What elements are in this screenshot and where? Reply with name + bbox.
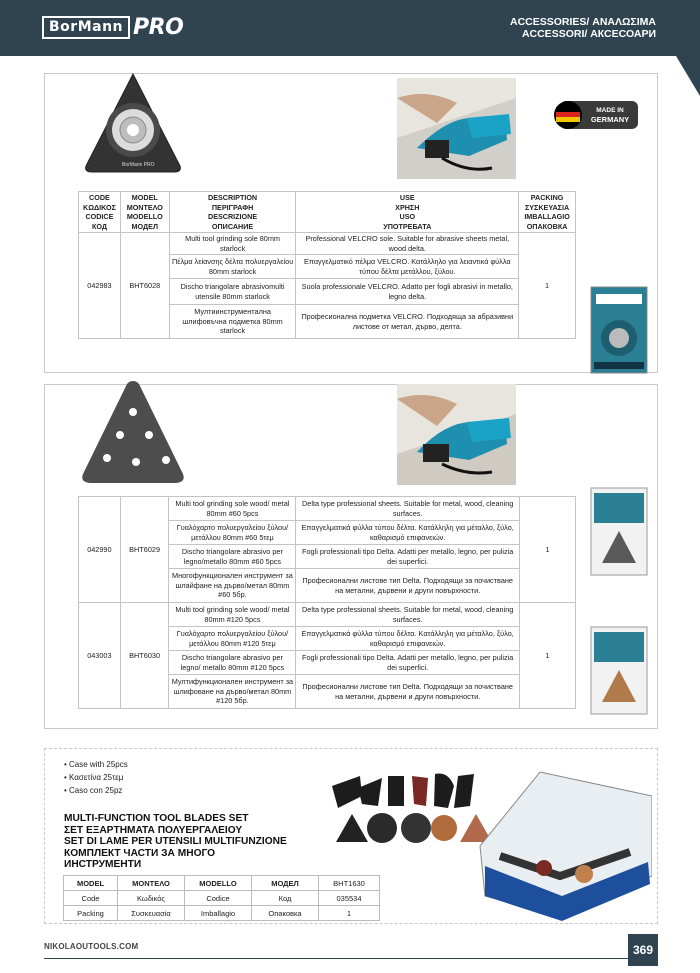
description-bg: Мултиинструментална шлифовъчна подметка 80mm starlock bbox=[169, 305, 296, 339]
use-it: Fogli professionali tipo Delta. Adatti per metallo, legno, per pulizia dei superfici. bbox=[296, 651, 520, 675]
table-row bbox=[79, 233, 576, 255]
product-code: 043003 bbox=[79, 603, 121, 709]
use-gr: Επαγγελματικό πέλμα VELCRO. Κατάλληλο για λειαντικά φύλλα τύπου δέλτα μετάλλου, ξύλου. bbox=[296, 255, 519, 279]
use-bg: Професионална подметка VELCRO. Подходяща за абразивни листове от метал, дърво, делта. bbox=[296, 305, 519, 339]
header-model: MODEL ΜΟΝΤΕΛΟ MODELLO МОДЕЛ bbox=[120, 192, 169, 233]
header-use: USE ΧΡΗΣΗ USO УПОТРЕБАТА bbox=[296, 192, 519, 233]
product-packing: 1 bbox=[519, 233, 576, 339]
packaging-photo-1 bbox=[590, 286, 648, 374]
packaging-photo-3 bbox=[590, 626, 648, 715]
set-bullet-list bbox=[64, 758, 128, 797]
set-title: MULTI-FUNCTION TOOL BLADES SET ΣΕΤ ΕΞΑΡΤΗΜΑΤΑ ΠΟΛΥΕΡΓΑΛΕΙΟΥ SET DI LAME PER UTENSILI MULTIFUNZIONE КОМПЛЕКТ ЧАСТИ ЗА МНОГО ИНСТРУМЕНТИ bbox=[64, 813, 287, 870]
product-packing: 1 bbox=[519, 497, 575, 603]
table-header-row bbox=[79, 192, 576, 233]
page-number: 369 bbox=[628, 934, 658, 966]
description-it: Dischо triangolare abrasivo per legno/metallo 80mm #60 5pcs bbox=[169, 545, 296, 569]
product-model: BHT6029 bbox=[120, 497, 169, 603]
header-packing: PACKING ΣΥΣΚΕΥΑΣΙΑ IMBALLAGIO ОПАКОВКА bbox=[519, 192, 576, 233]
product-table-2 bbox=[78, 496, 576, 709]
packaging-photo-2 bbox=[590, 487, 648, 576]
use-en: Delta type professional sheets. Suitable for metal, wood, cleaning surfaces. bbox=[296, 497, 520, 521]
description-it: Dischо triangolare abrasivo per legno/ metallo 80mm #120 5pcs bbox=[169, 651, 296, 675]
use-it: Suola professionale VELCRO. Adatto per fogli abrasivi in metallo, legno delta. bbox=[296, 279, 519, 305]
sanding-sheet-image bbox=[78, 378, 188, 490]
header-description: DESCRIPTION ΠΕΡΙΓΡΑΦΗ DESCRIZIONE ОПИСАНИЕ bbox=[169, 192, 296, 233]
tool-photo-2 bbox=[397, 384, 516, 485]
table-row: Code Κωδικός Codice Код 035534 bbox=[64, 891, 380, 906]
made-in-germany-badge bbox=[552, 98, 640, 133]
description-gr: Γυαλόχαρτο πολυεργαλείου ξύλου/ μετάλλου 80mm #120 5τεμ bbox=[169, 627, 296, 651]
brand-suffix: PRO bbox=[133, 14, 184, 40]
use-gr: Επαγγελματικά φύλλα τύπου δέλτα. Κατάλληλη για μέταλλο, ξύλο, καθαρισμό επιφανειών. bbox=[296, 627, 520, 651]
description-gr: Πέλμα λείανσης δέλτα πολυεργαλείου 80mm starlock bbox=[169, 255, 296, 279]
product-table-1 bbox=[78, 191, 576, 339]
description-gr: Γυαλόχαρτο πολυεργαλείου ξύλου/ μετάλλου 80mm #60 5τεμ bbox=[169, 521, 296, 545]
product-model: BHT6030 bbox=[120, 603, 169, 709]
bullet-item: • Case with 25pcs bbox=[64, 760, 128, 769]
tool-photo-1 bbox=[397, 78, 516, 179]
bullet-item: • Κασετίνα 25τεμ bbox=[64, 773, 124, 782]
starlock-sole-image bbox=[78, 68, 188, 180]
header-corner-decoration bbox=[676, 56, 700, 96]
use-bg: Професионални листове тип Delta. Подходящи за почистване на метални, дървени и други повърхности. bbox=[296, 675, 520, 709]
use-gr: Επαγγελματικά φύλλα τύπου δέλτα. Κατάλληλη για μέταλλο, ξύλο, καθαρισμό επιφανειών. bbox=[296, 521, 520, 545]
description-bg: Мултифункционален инструмент за шлифоване на дърво/метал 80mm #120 5бр. bbox=[169, 675, 296, 709]
category-line-2: ACCESSORI/ АКСЕСОАРИ bbox=[521, 28, 656, 40]
badge-text-2: GERMANY bbox=[590, 115, 630, 124]
product-code: 042983 bbox=[79, 233, 121, 339]
use-bg: Професионални листове тип Delta. Подходящи за почистване на метални, дървени и други повърхности. bbox=[296, 569, 520, 603]
category-line-1: ACCESSORIES/ ΑΝΑΛΩΣΙΜΑ bbox=[510, 16, 656, 28]
product-model: BHT6028 bbox=[120, 233, 169, 339]
brand-logo bbox=[42, 15, 183, 39]
brand-name: BorMann bbox=[42, 16, 130, 39]
table-row bbox=[79, 497, 576, 521]
product-code: 042990 bbox=[79, 497, 121, 603]
use-en: Delta type professional sheets. Suitable for metal, wood, cleaning surfaces. bbox=[296, 603, 520, 627]
table-row: Packing Συσκευασία Imballagio Опаковка 1 bbox=[64, 906, 380, 921]
table-row: MODEL ΜΟΝΤΕΛΟ MODELLO МОДЕЛ BHT1630 bbox=[64, 876, 380, 891]
product-packing: 1 bbox=[519, 603, 575, 709]
category-heading bbox=[510, 16, 656, 40]
description-en: Multi tool grinding sole wood/ metal 80mm #120 5pcs bbox=[169, 603, 296, 627]
description-en: Multi tool grinding sole 80mm starlock bbox=[169, 233, 296, 255]
use-it: Fogli professionali tipo Delta. Adatti per metallo, legno, per pulizia dei superfici. bbox=[296, 545, 520, 569]
blades-set-image bbox=[330, 766, 652, 926]
use-en: Professional VELCRO sole. Suitable for abrasive sheets metal, wood delta. bbox=[296, 233, 519, 255]
table-row bbox=[79, 603, 576, 627]
bullet-item: • Caso con 25pz bbox=[64, 786, 123, 795]
footer-divider bbox=[44, 958, 628, 959]
footer-website[interactable]: NIKOLAOUTOOLS.COM bbox=[44, 942, 139, 951]
header-code: CODE ΚΩΔΙΚΟΣ CODICE КОД bbox=[79, 192, 121, 233]
description-en: Multi tool grinding sole wood/ metal 80mm #60 5pcs bbox=[169, 497, 296, 521]
badge-text-1: MADE IN bbox=[596, 107, 624, 114]
svg-text:BorMann PRO: BorMann PRO bbox=[122, 162, 155, 168]
description-it: Dischо triangolare abrasivomulti utensile 80mm starlock bbox=[169, 279, 296, 305]
description-bg: Многофункционален инструмент за шлайфане на дърво/метал 80mm #60 5бр. bbox=[169, 569, 296, 603]
